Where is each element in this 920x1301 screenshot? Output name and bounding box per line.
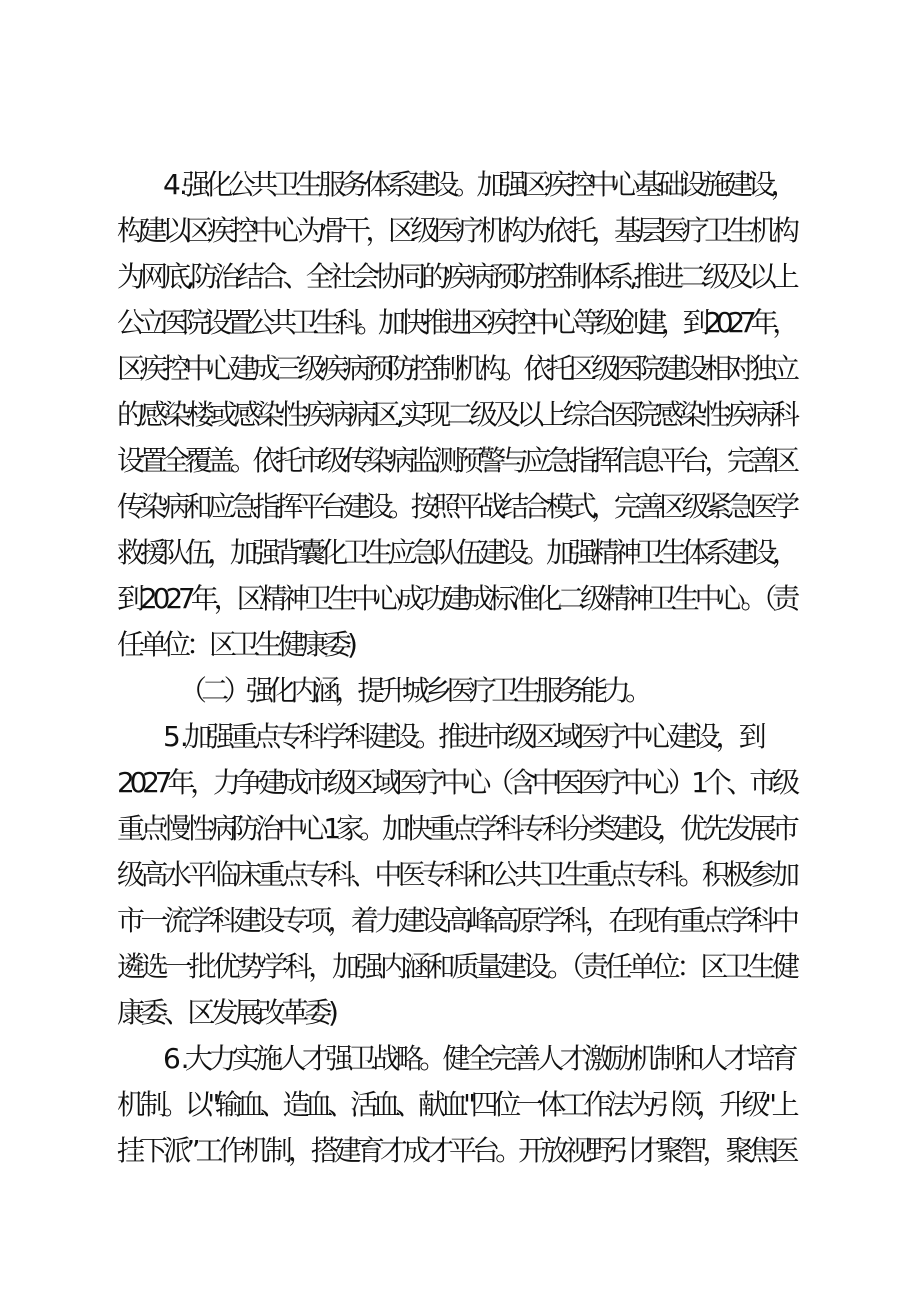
text-line: 级高水平临床重点专科、中医专科和公共卫生重点专科。积极参加: [117, 858, 796, 891]
text-line: 康委、区发展改革委): [117, 996, 335, 1029]
text-line: 重点慢性病防治中心1家。加快重点学科专科分类建设，优先发展市: [117, 812, 795, 845]
text-line: 6 .大力实施人才强卫战略。健全完善人才激励机制和人才培育: [163, 1042, 795, 1075]
text-line: 构建以区疾控中心为骨干，区级医疗机构为依托，基层医疗卫生机构: [117, 214, 795, 247]
text-line: 的感染楼或感染性疾病病区,实现二级及以上综合医院感染性疾病科: [117, 398, 796, 431]
text-line: 市一流学科建设专项，着力建设高峰高原学科，在现有重点学科中: [117, 904, 796, 937]
text-line: 救援队伍，加强背囊化卫生应急队伍建设。加强精神卫生体系建设，: [117, 536, 795, 569]
text-line: 遴选一批优势学科，加强内涵和质量建设。（责任单位：区卫生健: [117, 950, 796, 983]
text-line: 传染病和应急指挥平台建设。按照平战结合模式，完善区级紧急医学: [117, 490, 795, 523]
text-line: 5 .加强重点专科学科建设。推进市级区域医疗中心建设，到: [163, 720, 762, 753]
text-line: 任单位：区卫生健康委): [117, 628, 353, 661]
text-line: 机制。以"输血、造血、活血、献血"四位一体工作法为引领，升级"上: [117, 1088, 795, 1121]
text-line: 到2027年，区精神卫生中心成功建成标准化二级精神卫生中心。（责: [117, 582, 796, 615]
text-line: 设置全覆盖。依托市级传染病监测预警与应急指挥信息平台，完善区: [117, 444, 795, 477]
text-line: 区疾控中心建成三级疾病预防控制机构。依托区级医院建设相对独立: [117, 352, 795, 385]
text-line: 为网底,防治结合、全社会协同的疾病预防控制体系,推进二级及以上: [117, 260, 795, 293]
text-line: 挂下派”工作机制，搭建育才成才平台。开放视野引才聚智，聚焦医: [117, 1134, 795, 1167]
text-line: 公立医院设置公共卫生科。加快推进区疾控中心等级创建，到2027年，: [117, 306, 795, 339]
text-line: 4 .强化公共卫生服务体系建设。加强区疾控中心基础设施建设，: [163, 168, 794, 201]
section-heading: （二）强化内涵，提升城乡医疗卫生服务能力。: [179, 674, 648, 707]
text-line: 2027年，力争建成市级区域医疗中心（含中医医疗中心）1个、市级: [117, 766, 795, 799]
